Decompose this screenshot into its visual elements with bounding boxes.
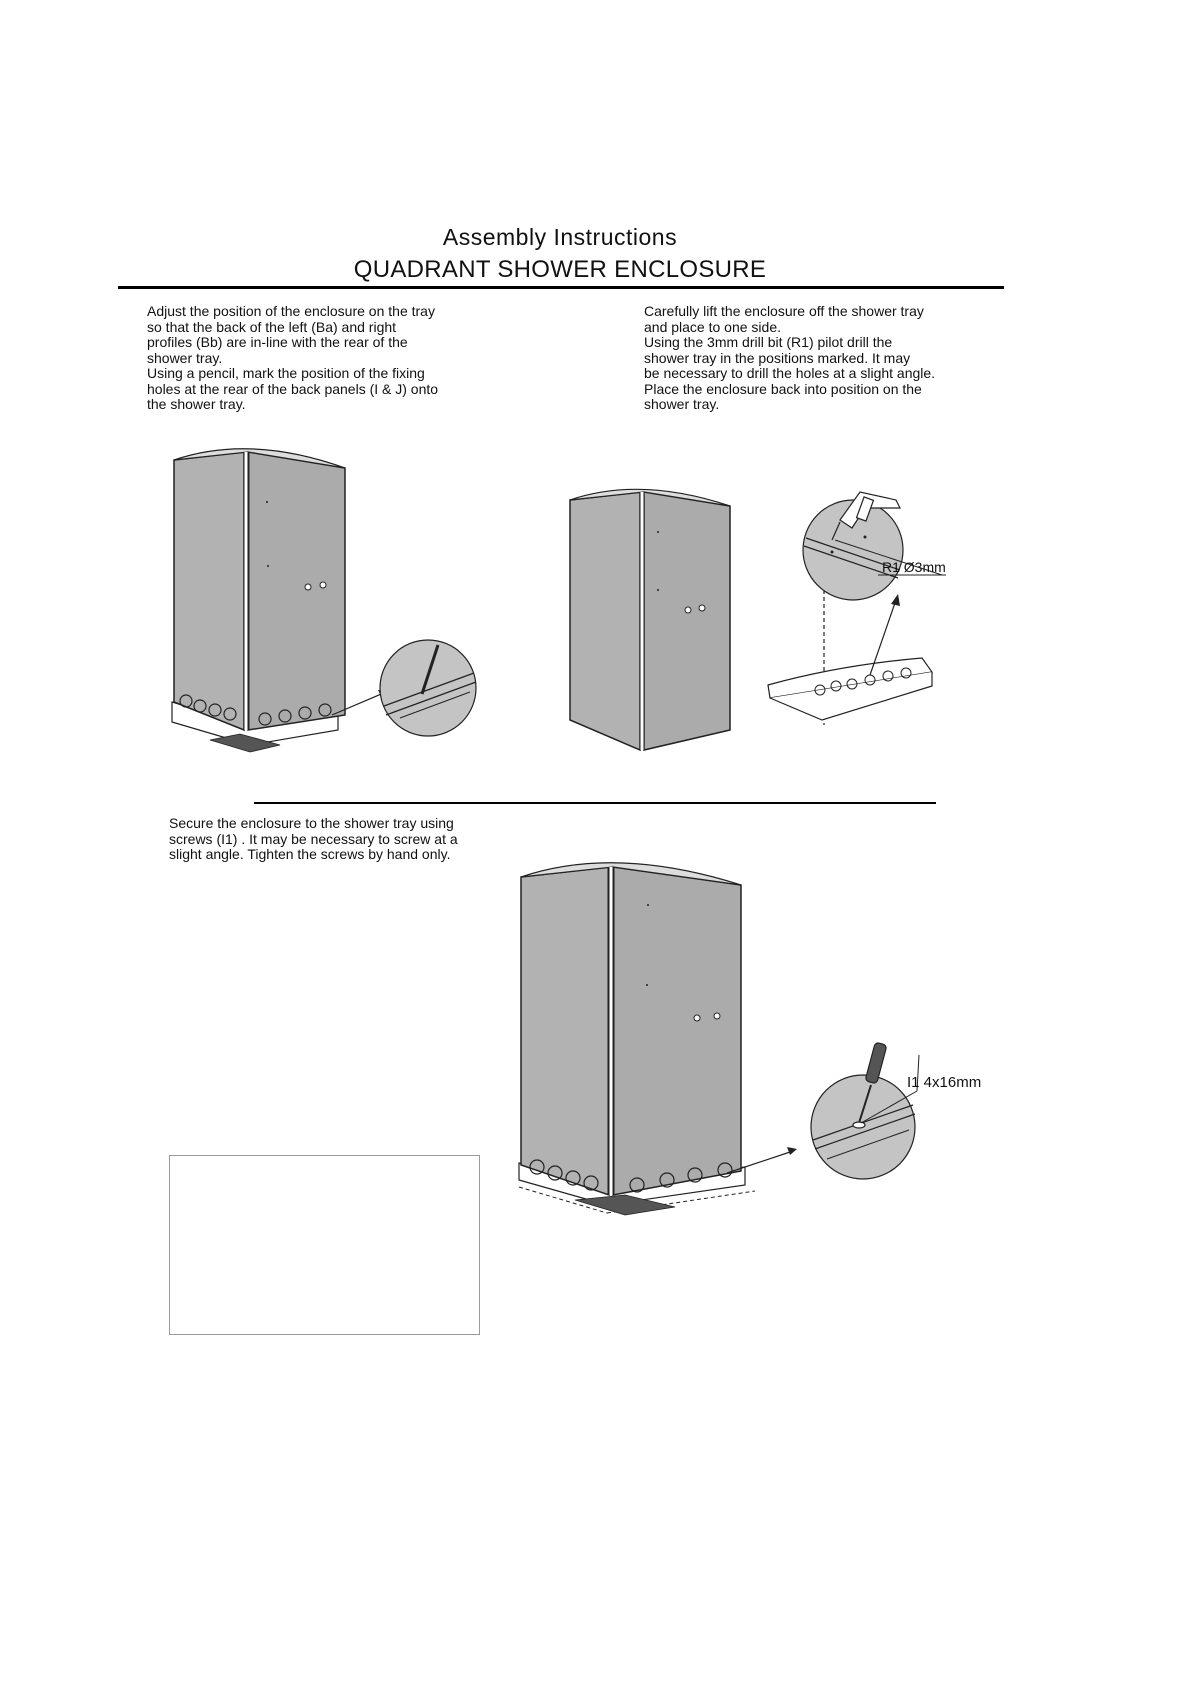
- header-divider: [118, 286, 1004, 289]
- pencil-detail-circle: [380, 640, 476, 736]
- step-3-text: Secure the enclosure to the shower tray using screws (I1) . It may be necessary to screw at a slight angle. Tighten the screws by hand only.: [169, 815, 458, 862]
- enclosure-right-panel: [644, 492, 730, 750]
- note-box: [169, 1155, 480, 1335]
- left-panel: [174, 452, 244, 730]
- document-title: Assembly Instructions: [442, 224, 678, 250]
- right-panel: [613, 867, 741, 1195]
- screw-label: I1 4x16mm: [907, 1074, 982, 1091]
- step-1-text: Adjust the position of the enclosure on the tray so that the back of the left (Ba) and right profiles (Bb) are in-line with the rear of the shower tray. Using a pencil, mark the position of the fixing holes at the rear of the back panels (I & J) onto the shower tray.: [147, 303, 439, 412]
- enclosure-left-panel: [570, 492, 640, 750]
- section-divider: [254, 802, 936, 804]
- document-subtitle: QUADRANT SHOWER ENCLOSURE: [353, 256, 767, 283]
- step-2-text: Carefully lift the enclosure off the shower tray and place to one side. Using the 3mm drill bit (R1) pilot drill the shower tray in the positions marked. It may be necessary to drill the holes at a slight angle. Place the enclosure back into position on the shower tray.: [644, 303, 936, 412]
- drill-label: R1 Ø3mm: [882, 559, 946, 575]
- step-3-illustration: [515, 855, 1015, 1235]
- step-2-illustration: [560, 480, 1030, 760]
- step-1-illustration: [160, 440, 500, 760]
- left-panel: [521, 867, 609, 1195]
- right-panel: [248, 452, 345, 730]
